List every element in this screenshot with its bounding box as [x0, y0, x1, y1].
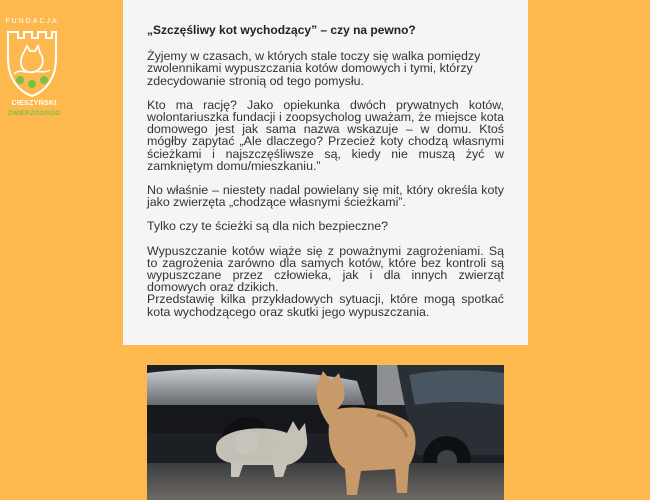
logo-subname: ZWIERZOGRÓD — [7, 110, 61, 117]
article-title: „Szczęśliwy kot wychodzący” – czy na pewno? — [147, 23, 416, 37]
article-paragraph-4: Tylko czy te ścieżki są dla nich bezpieczne? — [147, 219, 389, 234]
photo-illustration — [147, 365, 504, 500]
article-card — [123, 0, 528, 345]
article-paragraph-3: No właśnie – niestety nadal powielany się mit, który określa koty jako zwierzęta „chodzące własnymi ścieżkami”. — [147, 183, 504, 210]
cats-under-car-photo — [147, 365, 504, 500]
logo-top-text: FUNDACJA — [5, 18, 59, 25]
foundation-logo — [4, 18, 60, 122]
castle-cat-icon — [6, 28, 58, 98]
article-paragraph-6: Przedstawię kilka przykładowych sytuacji, które mogą spotkać kota wychodzącego oraz skutki jego wypuszczania. — [147, 292, 504, 319]
article-paragraph-2: Kto ma rację? Jako opiekunka dwóch prywatnych kotów, wolontariuszka fundacji i zoopsycholog uważam, że miejsce kota domowego jest jak sama nazwa wskazuje – w domu. Ktoś mógłby zapytać „Ale dlaczego? Przecież koty chodzą własnymi ścieżkami i najszczęśliwsze są, kiedy nie muszą żyć w zamkniętym domu/mieszkaniu.” — [147, 97, 504, 173]
article-paragraph-5: Wypuszczanie kotów wiąże się z poważnymi zagrożeniami. Są to zagrożenia zarówno dla samych kotów, które bez kontroli są wypuszczane przez człowieka, jak i dla innych zwierząt domowych oraz dzikich. — [147, 243, 504, 295]
article-paragraph-1: Żyjemy w czasach, w których stale toczy się walka pomiędzy zwolennikami wypuszczania kotów domowych i tymi, którzy zdecydowanie stronią od tego pomysłu. — [147, 49, 481, 88]
logo-name: CIESZYŃSKI — [11, 100, 57, 107]
